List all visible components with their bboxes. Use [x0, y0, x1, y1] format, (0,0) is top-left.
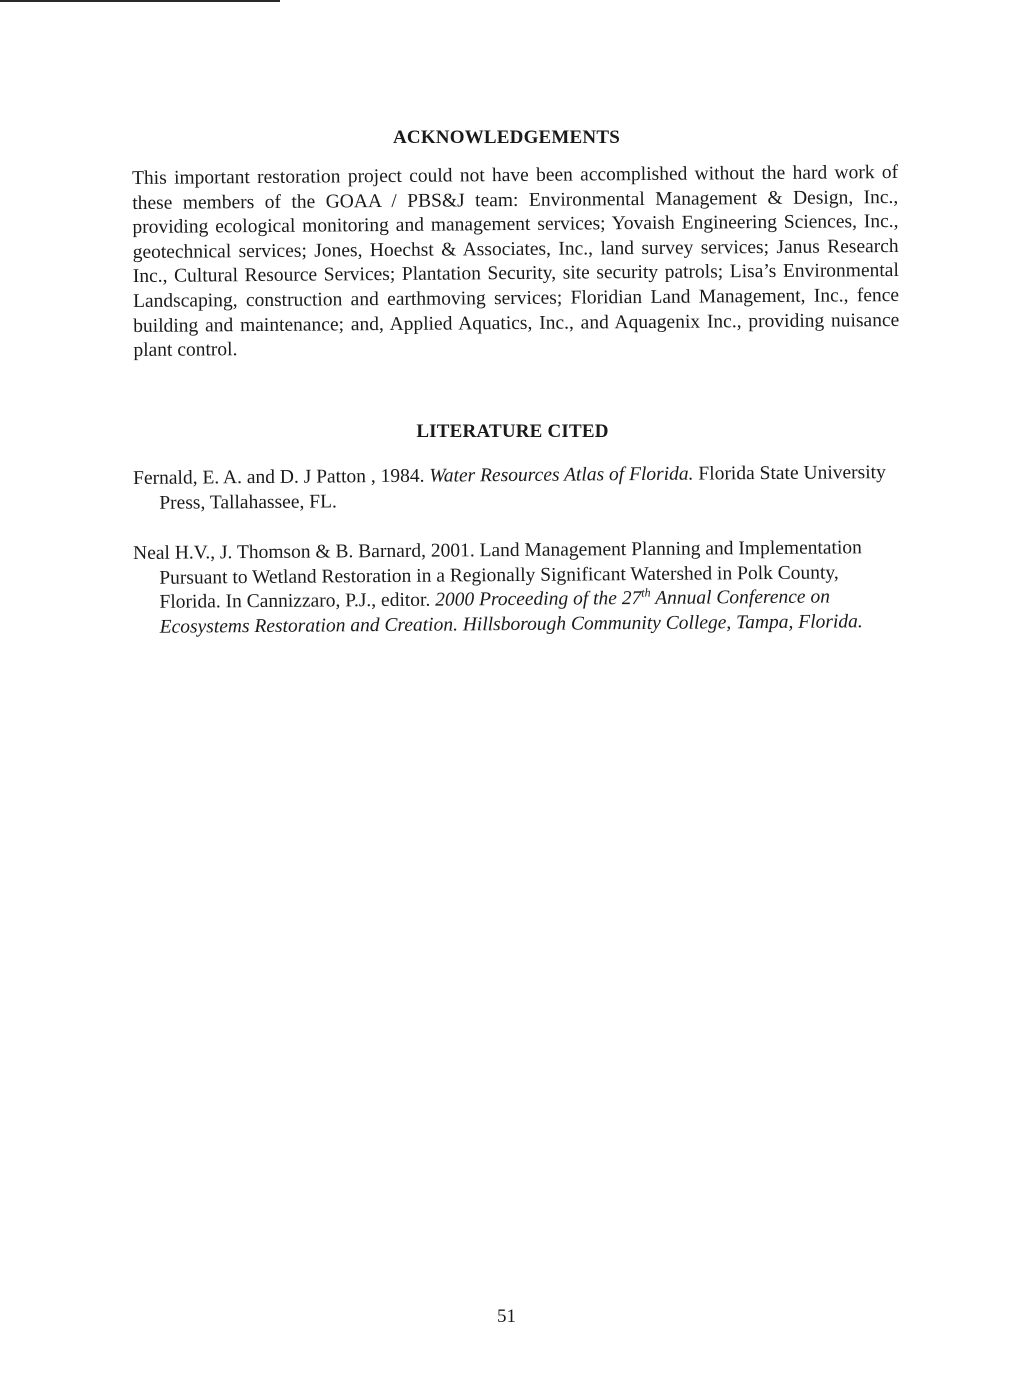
acknowledgements-paragraph: This important restoration project could not have been accomplished without the hard work of these members of the GOAA / PBS&J team: Environmental Management & Design, Inc., providing ecological monitoring and management services; Yovaish Engineering Sciences, Inc., geotechnical services; Jones, Hoechst & Associates, Inc., land survey services; Janus Research Inc., Cultural Resource Services; Plantation Security, site security patrols; Lisa’s Environmental Landscaping, construction and earthmoving services; Floridian Land Management, Inc., fence building and maintenance; and, Applied Aquatics, Inc., and Aquagenix Inc., providing nuisance plant control. [132, 161, 900, 362]
reference-title: Land Management Planning and Implementation Pursuant to Wetland Restoration in a Regionally Significant Watershed in Polk County, Florida. [159, 537, 862, 613]
page-number: 51 [497, 1306, 516, 1327]
reference-neal [133, 536, 904, 640]
reference-title: Water Resources Atlas of Florida. [429, 463, 694, 487]
reference-editor: In Cannizzaro, P.J., editor. [225, 589, 431, 613]
reference-proceeding-post: Annual Conference on Ecosystems Restoration and Creation. Hillsborough Community College, Tampa, Florida. [159, 586, 863, 638]
reference-authors-year: Fernald, E. A. and D. J Patton , 1984. [133, 465, 425, 489]
acknowledgements-heading: ACKNOWLEDGEMENTS [392, 127, 620, 148]
scan-edge-line [0, 0, 280, 2]
reference-list-item [133, 536, 904, 640]
reference-fernald [133, 461, 903, 516]
reference-publisher: Florida State University Press, Tallahassee, FL. [159, 462, 886, 514]
literature-cited-heading: LITERATURE CITED [416, 421, 609, 442]
reference-list-item [133, 461, 903, 516]
reference-proceeding-superscript: th [641, 585, 651, 600]
reference-authors-year: Neal H.V., J. Thomson & B. Barnard, 2001. [133, 540, 475, 564]
reference-proceeding-pre: 2000 Proceeding of the 27 [435, 588, 642, 611]
